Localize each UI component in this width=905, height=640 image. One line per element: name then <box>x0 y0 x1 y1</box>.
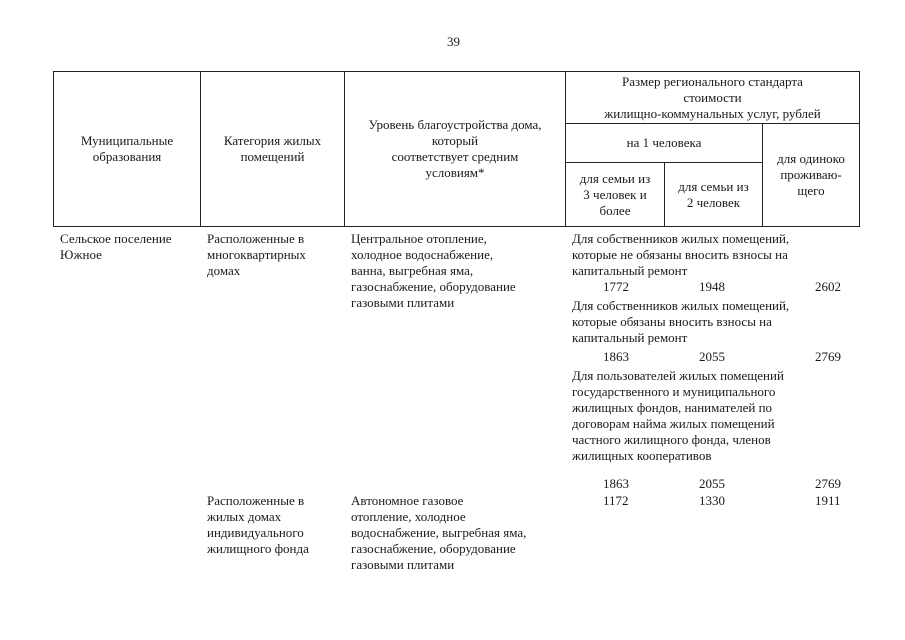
header-level: Уровень благоустройства дома, который соответствует средним условиям* <box>368 117 542 180</box>
group-3-label: Для пользователей жилых помещений государственного и муниципального жилищных фондов, нанимателей по договорам найма жилых помещений частного жилищного фонда, членов жилищных кооперативов <box>572 368 784 463</box>
row-1-level: Центральное отопление, холодное водоснабжение, ванна, выгребная яма, газоснабжение, оборудование газовыми плитами <box>351 231 516 310</box>
header-municipal: Муниципальные образования <box>80 133 174 164</box>
row-2-value-family2: 1330 <box>699 493 725 508</box>
row-2-category: Расположенные в жилых домах индивидуального жилищного фонда <box>207 493 309 556</box>
group-3-value-family2: 2055 <box>699 476 725 491</box>
group-3-value-single: 2769 <box>815 476 841 491</box>
row-2-value-single: 1911 <box>815 493 841 508</box>
header-single: для одиноко проживаю- щего <box>777 151 845 198</box>
header-category: Категория жилых помещений <box>223 133 322 164</box>
header-family3: для семьи из 3 человек и более <box>579 170 651 218</box>
row-2-value-family3: 1172 <box>603 493 629 508</box>
table-header <box>53 71 860 227</box>
row-1-municipal: Сельское поселение Южное <box>60 231 172 262</box>
row-1-category: Расположенные в многоквартирных домах <box>207 231 306 278</box>
group-2-value-single: 2769 <box>815 349 841 364</box>
header-per-person: на 1 человека <box>626 135 702 150</box>
group-1-value-family2: 1948 <box>699 279 725 294</box>
group-2-label: Для собственников жилых помещений, которые обязаны вносить взносы на капитальный ремонт <box>572 298 790 345</box>
group-1-value-single: 2602 <box>815 279 841 294</box>
group-1-label: Для собственников жилых помещений, которые не обязаны вносить взносы на капитальный ремонт <box>572 231 790 278</box>
group-2-value-family2: 2055 <box>699 349 725 364</box>
group-2-value-family3: 1863 <box>603 349 629 364</box>
row-2-level: Автономное газовое отопление, холодное водоснабжение, выгребная яма, газоснабжение, оборудование газовыми плитами <box>351 493 527 572</box>
group-1-value-family3: 1772 <box>603 279 629 294</box>
group-3-value-family3: 1863 <box>603 476 629 491</box>
page-number: 39 <box>447 34 460 49</box>
header-standard: Размер регионального стандарта стоимости жилищно-коммунальных услуг, рублей <box>604 73 821 121</box>
header-family2: для семьи из 2 человек <box>678 178 749 210</box>
